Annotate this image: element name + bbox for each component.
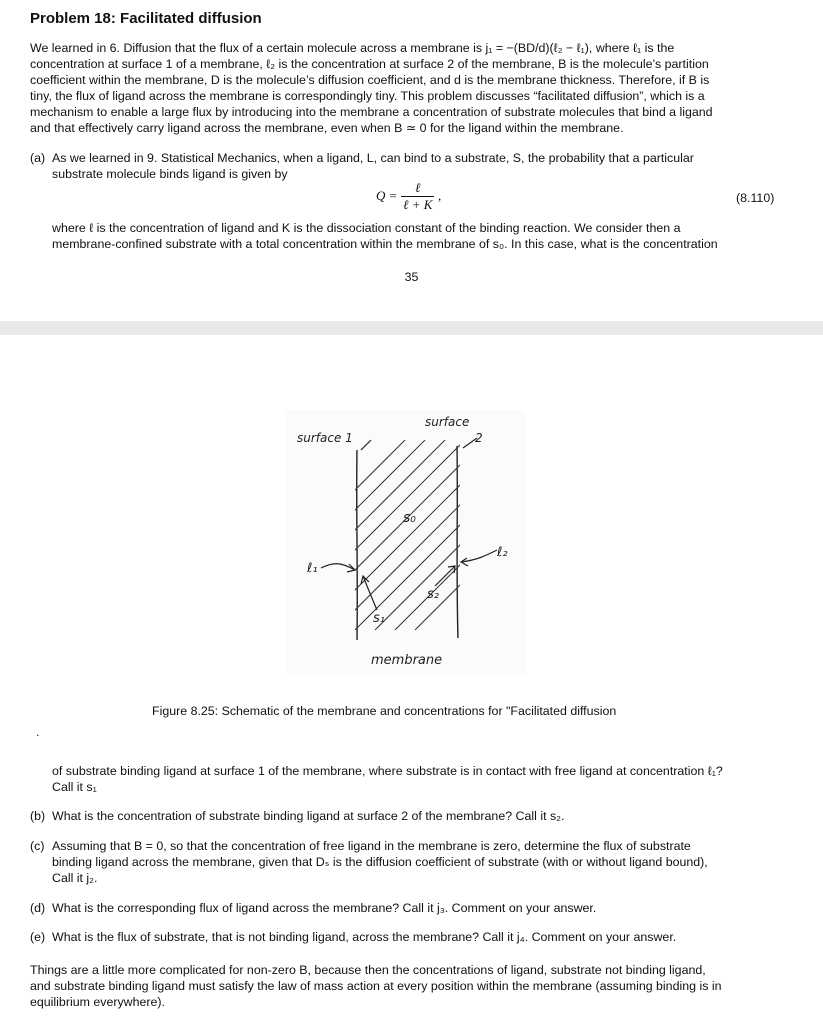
equation-number: (8.110) [736,191,775,205]
intro-line-2: concentration at surface 1 of a membrane, ℓ₂ is the concentration at surface 2 of the membrane, B is the molecule’s partition [30,57,709,71]
part-c-label: (c) [30,839,45,853]
stray-dot: . [36,725,40,739]
closing-line-1: Things are a little more complicated for non-zero B, because then the concentrations of ligand, substrate not binding ligand, [30,963,706,977]
part-a-line-4: membrane-confined substrate with a total concentration within the membrane of s₀. In this case, what is the concentration [52,237,718,251]
figure-label-s0: s₀ [403,510,416,526]
figure-label-s2: s₂ [427,587,439,602]
part-a-line-2: substrate molecule binds ligand is given by [52,167,288,181]
part-b-label: (b) [30,809,46,823]
problem-title: Problem 18: Facilitated diffusion [30,10,262,27]
figure-label-surface-2a: surface [425,415,470,429]
equation-numerator: ℓ [401,180,434,197]
part-e-label: (e) [30,930,46,944]
part-c-line-2: binding ligand across the membrane, given that Dₛ is the diffusion coefficient of substrate (with or without ligand bound), [52,855,708,869]
page-number: 35 [404,270,419,284]
equation-8-110 [376,180,441,213]
figure-caption: Figure 8.25: Schematic of the membrane and concentrations for "Facilitated diffusion [152,704,617,718]
part-a-cont-line-2: Call it s₁ [52,780,97,794]
figure-label-membrane: membrane [371,653,443,668]
part-d-text: What is the corresponding flux of ligand across the membrane? Call it j₃. Comment on your answer. [52,901,597,915]
equation-fraction [401,180,434,213]
figure-label-l2: ℓ₂ [497,545,508,560]
equation-lhs: Q = [376,187,398,203]
figure-label-s1: s₁ [373,611,385,626]
intro-line-4: tiny, the flux of ligand across the membrane is correspondingly tiny. This problem discusses “facilitated diffusion”, which is a [30,89,705,103]
part-e-text: What is the flux of substrate, that is not binding ligand, across the membrane? Call it j₄. Comment on your answer. [52,930,677,944]
page-separator [0,321,823,335]
part-c-line-1: Assuming that B = 0, so that the concentration of free ligand in the membrane is zero, determine the flux of substrate [52,839,691,853]
figure-label-surface-2b: 2 [475,431,483,445]
figure-label-surface-1: surface 1 [297,431,353,445]
part-b-text: What is the concentration of substrate binding ligand at surface 2 of the membrane? Call it s₂. [52,809,565,823]
part-a-line-1: As we learned in 9. Statistical Mechanics, when a ligand, L, can bind to a substrate, S, the probability that a particular [52,151,694,165]
membrane-figure [285,410,525,675]
figure-label-l1: ℓ₁ [307,561,318,576]
part-d-label: (d) [30,901,46,915]
equation-denominator: ℓ + K [403,197,433,212]
part-a-cont-line-1: of substrate binding ligand at surface 1 of the membrane, where substrate is in contact with free ligand at concentration ℓ₁? [52,764,723,778]
intro-line-5: mechanism to enable a large flux by introducing into the membrane a concentration of substrate molecules that bind a ligand [30,105,713,119]
intro-line-1: We learned in 6. Diffusion that the flux of a certain molecule across a membrane is j₁ = −(BD/d)(ℓ₂ − ℓ₁), where ℓ₁ is the [30,41,675,55]
intro-line-6: and that effectively carry ligand across the membrane, even when B ≃ 0 for the ligand within the membrane. [30,121,624,135]
closing-line-3: equilibrium everywhere). [30,995,165,1009]
closing-line-2: and substrate binding ligand must satisfy the law of mass action at every position within the membrane (assuming binding is in [30,979,722,993]
part-a-label: (a) [30,151,46,165]
intro-line-3: coefficient within the membrane, D is the molecule’s diffusion coefficient, and d is the membrane thickness. Therefore, if B is [30,73,710,87]
equation-comma: , [438,187,442,203]
part-c-line-3: Call it j₂. [52,871,98,885]
part-a-line-3: where ℓ is the concentration of ligand and K is the dissociation constant of the binding reaction. We consider then a [52,221,681,235]
